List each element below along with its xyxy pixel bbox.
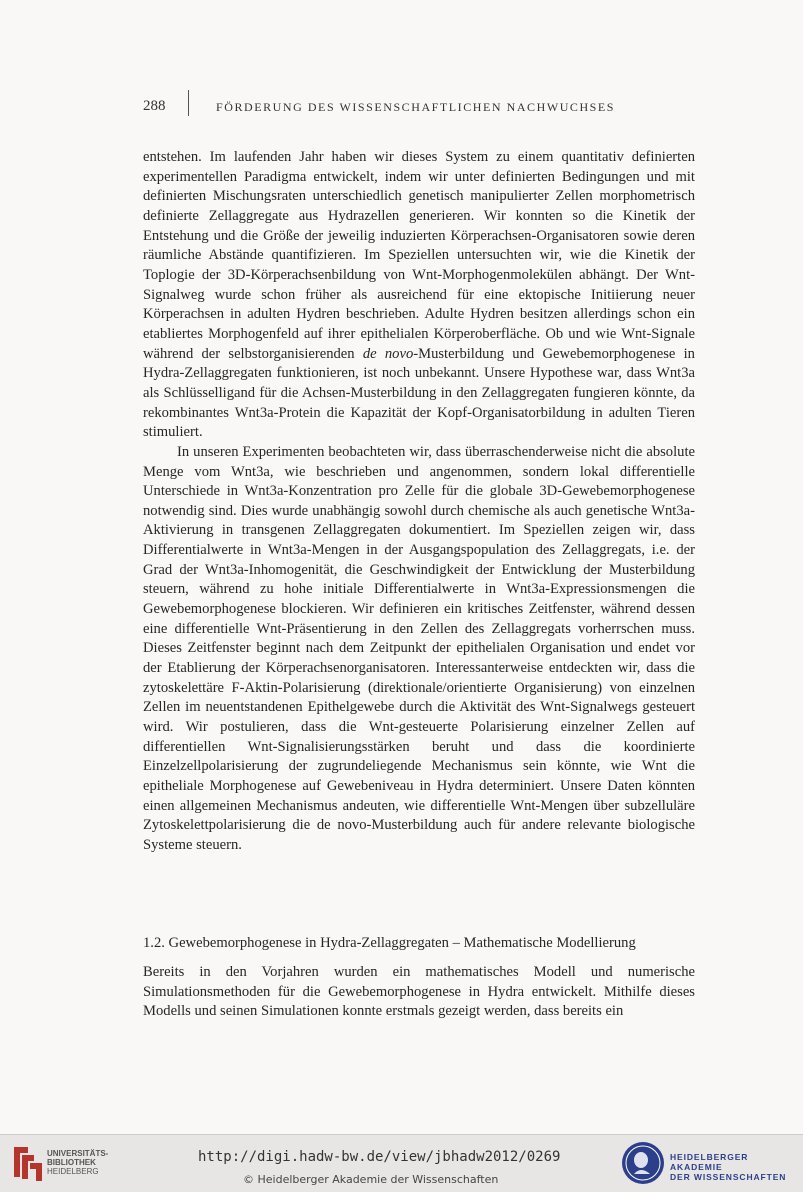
academy-seal-icon bbox=[620, 1140, 666, 1186]
header-divider bbox=[188, 90, 189, 116]
body-text-2 bbox=[143, 963, 695, 1022]
library-name-line2: BIBLIOTHEK bbox=[47, 1158, 96, 1167]
italic-term: de novo bbox=[362, 345, 414, 362]
page-number: 288 bbox=[143, 98, 166, 114]
academy-name bbox=[670, 1152, 803, 1182]
footer-bar bbox=[0, 1134, 803, 1192]
page-header bbox=[143, 96, 703, 120]
academy-name-line2: DER WISSENSCHAFTEN bbox=[670, 1172, 787, 1182]
paragraph-1 bbox=[143, 148, 695, 443]
body-text bbox=[143, 148, 695, 856]
copyright-notice: © Heidelberger Akademie der Wissenschaften bbox=[243, 1173, 499, 1186]
academy-name-line1: HEIDELBERGER AKADEMIE bbox=[670, 1152, 749, 1172]
university-library-logo-icon bbox=[10, 1143, 46, 1183]
text-run: -Musterbildung und Gewebemorphogenese in Hydra-Zellaggregaten funktionieren, ist noch unbekannt. Unsere Hypothese war, dass Wnt3a als Schlüsselligand für die Achsen-Musterbildung in den Zellaggregaten fungieren könnte, da rekombinantes Wnt3a-Protein die Kapazität der Kopf-Organisatorbildung in adulten Tieren stimuliert. bbox=[143, 345, 695, 441]
document-url-link[interactable]: http://digi.hadw-bw.de/view/jbhadw2012/0269 bbox=[198, 1149, 561, 1165]
library-name-line3: HEIDELBERG bbox=[47, 1167, 99, 1176]
paragraph-2: In unseren Experimenten beobachteten wir, dass überraschenderweise nicht die absolute Menge vom Wnt3a, wie beschrieben und angenommen, sondern lokal differentielle Unterschiede in Wnt3a-Konzentration pro Zelle für die globale 3D-Gewebemorphogenese notwendig sind. Dies wurde unabhängig sowohl durch chemische als auch genetische Wnt3a-Aktivierung in transgenen Zellaggregaten dokumentiert. Im Speziellen zeigen wir, dass Differentialwerte in Wnt3a-Mengen in der Ausgangspopulation des Zellaggregats, i.e. der Grad der Wnt3a-Inhomogenität, die Geschwindigkeit der Entwicklung der Musterbildung steuern, während zu hohe initiale Differentialwerte in Wnt3a-Expressionsmengen die Gewebemorphogenese blockieren. Wir definieren ein kritisches Zeitfenster, während dessen eine differentielle Wnt-Präsentierung in den Zellen des Zellaggregats vorherrschen muss. Dieses Zeitfenster beginnt nach dem Zeitpunkt der epithelialen Organisation und endet vor der Etablierung der Körperachsenorganisatoren. Interessanterweise entdeckten wir, dass die zytoskelettäre F-Aktin-Polarisierung (direktionale/orientierte Organisierung) von einzelnen Zellen im neuentstandenen Epithelgewebe durch die Aktivität des Wnt-Signalwegs gesteuert wird. Wir postulieren, dass die Wnt-gesteuerte Polarisierung einzelner Zellen auf differentiellen Wnt-Signalisierungsstärken beruht und dass die koordinierte Einzelzellpolarisierung der zugrundeliegende Mechanismus sein könnte, wie Wnt die epitheliale Morphogenese auf Gewebeniveau in Hydra determiniert. Unsere Daten könnten einen allgemeinen Mechanismus andeuten, wie differentielle Wnt-Mengen über subzelluläre Zytoskelettpolarisierung die de novo-Musterbildung auch für andere relevante biologische Systeme steuern. bbox=[143, 443, 695, 853]
paragraph-3: Bereits in den Vorjahren wurden ein mathematisches Modell und numerische Simulationsmethoden für die Gewebemorphogenese in Hydra entwickelt. Mithilfe dieses Modells und seinen Simulationen konnte erstmals gezeigt werden, dass bereits ein bbox=[143, 964, 695, 1020]
running-title: FÖRDERUNG DES WISSENSCHAFTLICHEN NACHWUCHSES bbox=[216, 100, 616, 114]
text-run: entstehen. Im laufenden Jahr haben wir dieses System zu einem quantitativ definierten experimentellen Paradigma entwickelt, indem wir unter definierten Bedingungen und mit definierten Mischungsraten unterschiedlich genetisch manipulierter Zellen morphometrisch definierte Zellaggregate aus Hydrazellen generieren. Wir konnten so die Kinetik der Entstehung und die Größe der jeweilig induzierten Körperachsen-Organisatoren sowie deren räumliche Abstände quantifizieren. Im Speziellen untersuchten wir, wie die Kinetik der Toplogie der 3D-Körperachsenbildung von Wnt-Morphogenmolekülen abhängt. Der Wnt-Signalweg wurde schon früher als ausreichend für eine ektopische Initiierung neuer Körperachsen in adulten Hydren beschrieben. Adulte Hydren besitzen allerdings schon ein etabliertes Morphogenfeld auf ihrer epithelialen Körperoberfläche. Ob und wie Wnt-Signale während der selbstorganisierenden bbox=[143, 149, 695, 362]
library-name bbox=[47, 1149, 108, 1176]
library-name-line1: UNIVERSITÄTS- bbox=[47, 1149, 109, 1158]
section-heading: 1.2. Gewebemorphogenese in Hydra-Zellaggregaten – Mathematische Modellierung bbox=[143, 935, 636, 951]
